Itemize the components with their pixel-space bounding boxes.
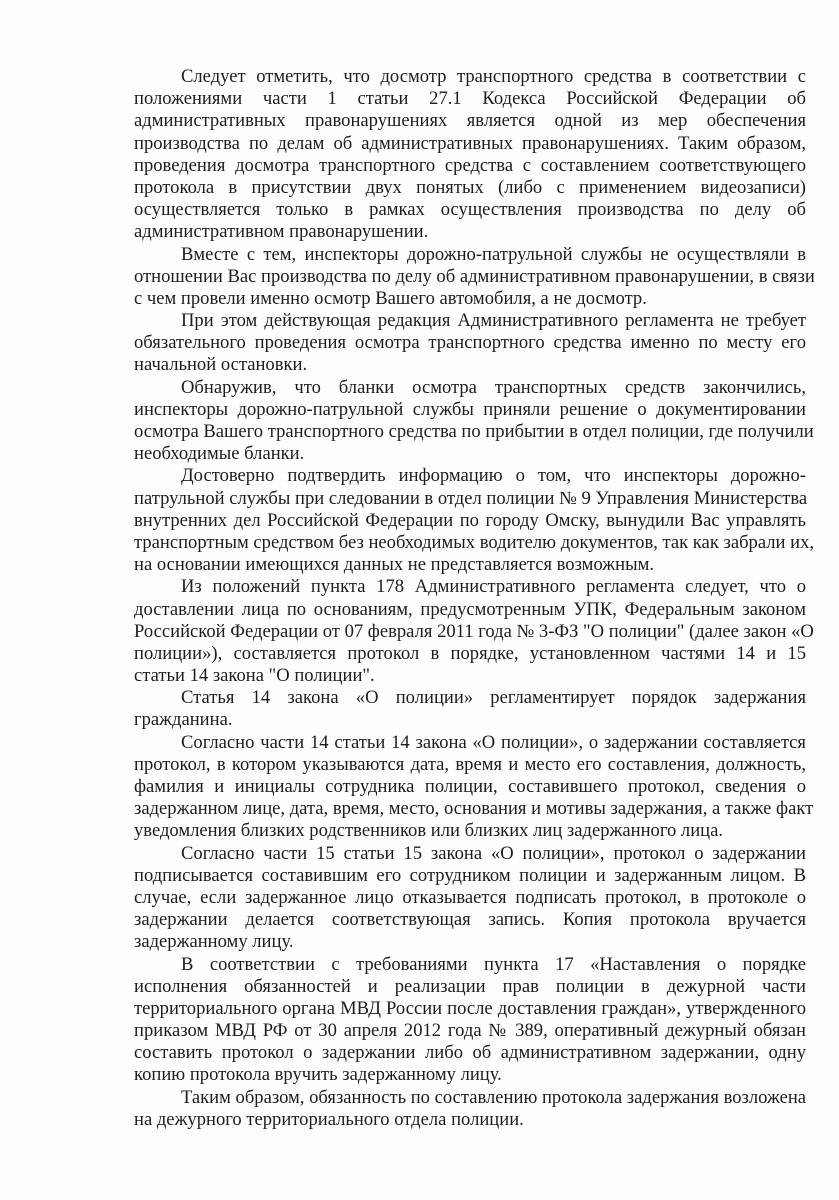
text-line: При этом действующая редакция Административного регламента не требует (181, 310, 806, 332)
text-line: на дежурного территориального отдела полиции. (134, 1108, 524, 1130)
paragraph (134, 1087, 806, 1131)
paragraph (134, 687, 806, 731)
text-line: положениями части 1 статьи 27.1 Кодекса Российской Федерации об (134, 88, 806, 110)
text-line: проведения досмотра транспортного средства с составлением соответствующего (134, 154, 806, 176)
paragraph (134, 465, 815, 576)
text-line: протокола в присутствии двух понятых (либо с применением видеозаписи) (134, 176, 806, 198)
text-line: Из положений пункта 178 Административного регламента следует, что о (181, 576, 806, 598)
text-line: доставлении лица по основаниям, предусмотренным УПК, Федеральным законом (134, 598, 806, 620)
text-line: транспортным средством без необходимых водителю документов, так как забрали их, (134, 531, 815, 553)
text-line: составить протокол о задержании либо об административном задержании, одну (134, 1042, 806, 1064)
text-line: территориального органа МВД России после доставления граждан», утвержденного (134, 997, 806, 1019)
text-line: Обнаружив, что бланки осмотра транспортных средств закончились, (181, 376, 806, 398)
text-line: Статья 14 закона «О полиции» регламентирует порядок задержания (181, 687, 806, 709)
text-line: административном правонарушении. (134, 221, 429, 243)
text-line: на основании имеющихся данных не представляется возможным. (134, 554, 654, 576)
text-line: отношении Вас производства по делу об административном правонарушении, в связи (134, 265, 815, 287)
text-line: подписывается составившим его сотрудником полиции и задержанным лицом. В (134, 864, 806, 886)
paragraph (134, 376, 814, 466)
text-line: Таким образом, обязанность по составлению протокола задержания возложена (181, 1086, 807, 1108)
text-line: Следует отметить, что досмотр транспортного средства в соответствии с (181, 66, 806, 87)
text-line: фамилия и инициалы сотрудника полиции, составившего протокол, сведения о (134, 776, 806, 797)
text-line: полиции»), составляется протокол в порядке, установленном частями 14 и 15 (134, 642, 806, 664)
text-line: производства по делам об административных правонарушениях. Таким образом, (134, 132, 806, 154)
text-line: патрульной службы при следовании в отдел полиции № 9 Управления Министерства (134, 487, 808, 509)
text-line: Вместе с тем, инспекторы дорожно-патрульной службы не осуществляли в (181, 243, 806, 265)
text-line: необходимые бланки. (134, 443, 305, 465)
text-line: копию протокола вручить задержанному лицу. (134, 1064, 502, 1086)
text-line: статьи 14 закона "О полиции". (134, 665, 375, 687)
text-line: внутренних дел Российской Федерации по городу Омску, вынудили Вас управлять (134, 509, 806, 531)
text-line: В соответствии с требованиями пункта 17 «Наставления о порядке (181, 953, 806, 975)
text-line: уведомления близких родственников или близких лиц задержанного лица. (134, 820, 724, 842)
text-line: исполнения обязанностей и реализации прав полиции в дежурной части (134, 975, 806, 997)
text-line: задержанному лицу. (134, 931, 294, 953)
paragraph (134, 576, 814, 687)
text-line: гражданина. (134, 709, 233, 731)
text-line: случае, если задержанное лицо отказывается подписать протокол, в протоколе о (134, 886, 806, 908)
text-line: приказом МВД РФ от 30 апреля 2012 года № 389, оперативный дежурный обязан (134, 1020, 806, 1042)
text-line: протокол, в котором указываются дата, время и место его составления, должность, (134, 753, 806, 775)
text-line: с чем провели именно осмотр Вашего автомобиля, а не досмотр. (134, 287, 647, 309)
paragraph (134, 954, 806, 1087)
text-line: административных правонарушениях является одной из мер обеспечения (134, 110, 806, 132)
text-line: Согласно части 15 статьи 15 закона «О полиции», протокол о задержании (181, 842, 806, 864)
text-line: осуществляется только в рамках осуществления производства по делу об (134, 199, 806, 221)
paragraph (134, 843, 806, 954)
text-line: Российской Федерации от 07 февраля 2011 года № 3-ФЗ "О полиции" (далее закон «О (134, 620, 814, 642)
text-line: инспекторы дорожно-патрульной службы приняли решение о документировании (134, 398, 806, 420)
text-line: Достоверно подтвердить информацию о том, что инспекторы дорожно- (181, 465, 806, 487)
text-line: обязательного проведения осмотра транспортного средства именно по месту его (134, 332, 806, 354)
text-line: Согласно части 14 статьи 14 закона «О полиции», о задержании составляется (181, 731, 806, 753)
text-line: начальной остановки. (134, 354, 308, 376)
paragraph (134, 310, 806, 377)
paragraph (134, 243, 815, 311)
document-body (134, 66, 815, 1131)
paragraph (134, 731, 814, 843)
text-line: задержанном лице, дата, время, место, основания и мотивы задержания, а также факт (134, 798, 814, 820)
paragraph (134, 66, 806, 244)
text-line: осмотра Вашего транспортного средства по прибытии в отдел полиции, где получили (134, 421, 814, 442)
text-line: задержании делается соответствующая запись. Копия протокола вручается (134, 909, 806, 931)
